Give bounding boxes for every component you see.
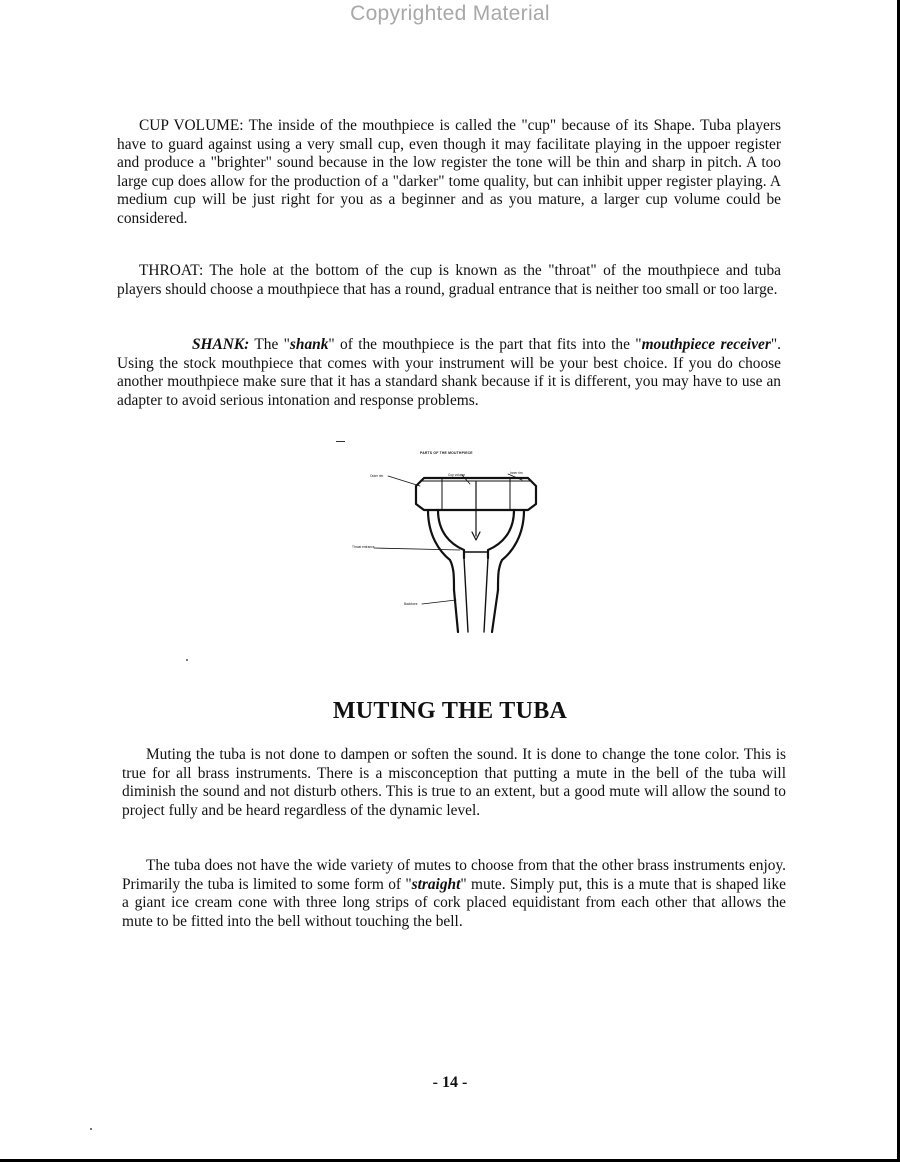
throat-paragraph: THROAT: The hole at the bottom of the cup is known as the "throat" of the mouthpiece and tuba players should choose a mouthpiece that has a round, gradual entrance that is neither too small or too large.	[117, 262, 781, 298]
mouthpiece-diagram	[350, 440, 550, 635]
shank-text-3: ". Using the stock mouthpiece that comes with your instrument will be your best choice. If you do choose another mouthpiece make sure that it has a standard shank because if it is different, you may have to use an adapter to avoid serious intonation and response problems.	[117, 336, 781, 409]
muting-text-a: The tuba does not have the wide variety of mutes to choose from that the other brass instruments enjoy. Primarily the tuba is limited to some form of "	[122, 857, 786, 893]
label-cup-volume: Cup volume	[448, 473, 466, 477]
copyright-watermark: Copyrighted Material	[350, 2, 550, 25]
shank-paragraph	[117, 336, 781, 410]
section-heading: MUTING THE TUBA	[332, 698, 568, 724]
muting-paragraph-2	[122, 857, 786, 931]
shank-text-2: " of the mouthpiece is the part that fits into the "	[328, 336, 642, 353]
cup-volume-paragraph: CUP VOLUME: The inside of the mouthpiece is called the "cup" because of its Shape. Tuba players have to guard against using a very small cup, even though it may facilitate playing in the uppoer register and produce a "brighter" sound because in the low register the tone will be thin and sharp in pitch. A too large cup does allow for the production of a "darker" tome quality, but can inhibit upper register playing. A medium cup will be just right for you as a beginner and as you mature, a larger cup volume could be considered.	[117, 117, 781, 227]
label-inner-rim: Inner rim	[510, 471, 523, 475]
scan-speck	[90, 1128, 92, 1130]
label-backbore: Backbore	[404, 602, 418, 606]
mouthpiece-drawing	[350, 440, 550, 635]
label-throat: Throat entrance	[352, 545, 375, 549]
scan-speck	[186, 659, 188, 661]
muting-text-b: " mute. Simply put, this is a mute that is shaped like a giant ice cream cone with three long strips of cork placed equidistant from each other that allows the mute to be fitted into the bell without touching the bell.	[122, 875, 786, 930]
receiver-word: mouthpiece receiver	[641, 336, 771, 353]
straight-word: straight	[411, 875, 461, 893]
shank-label: SHANK:	[192, 336, 250, 353]
muting-paragraph-1: Muting the tuba is not done to dampen or soften the sound. It is done to change the tone color. This is true for all brass instruments. There is a misconception that putting a mute in the bell of the tuba will diminish the sound and not disturb others. This is true to an extent, but a good mute will allow the sound to project fully and be heard regardless of the dynamic level.	[122, 746, 786, 819]
page-number: - 14 -	[432, 1074, 468, 1091]
label-outer-rim: Outer rim	[370, 474, 384, 478]
shank-word: shank	[289, 336, 329, 353]
diagram-caption: PARTS OF THE MOUTHPIECE	[420, 451, 473, 455]
stray-dash	[336, 441, 345, 442]
shank-text-1: The "	[249, 336, 290, 353]
